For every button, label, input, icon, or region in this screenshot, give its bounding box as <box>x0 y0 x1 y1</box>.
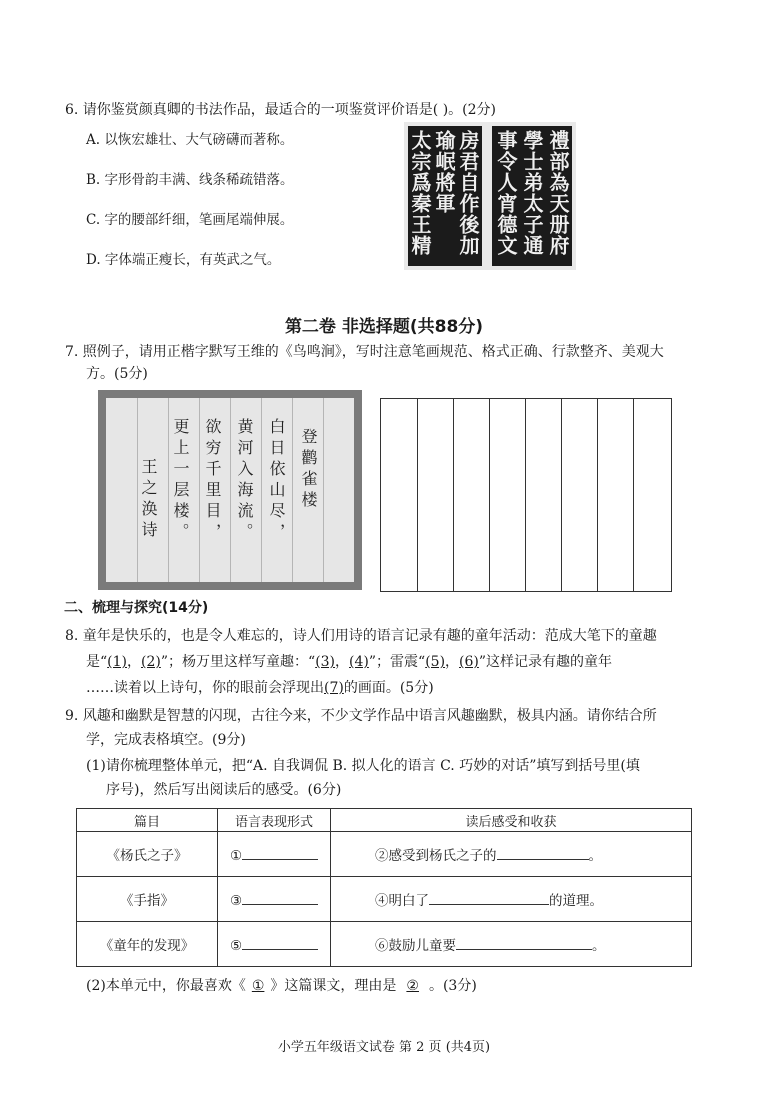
q6-option-b: B. 字形骨韵丰满、线条稀疏错落。 <box>86 172 294 188</box>
q9-sub1-line1: (1)请你梳理整体单元，把“A. 自我调侃 B. 拟人化的语言 C. 巧妙的对话”填写到括号里(填 <box>86 758 640 774</box>
poem-line: 更上一层楼。 <box>171 418 190 544</box>
blank-fav-lesson[interactable]: ① <box>251 978 265 994</box>
q8-line1: 8. 童年是快乐的，也是令人难忘的，诗人们用诗的语言记录有趣的童年活动：范成大笔下的童趣 <box>65 628 657 644</box>
blank-6[interactable]: (6) <box>459 654 479 670</box>
q9-line1: 9. 风趣和幽默是智慧的闪现，古往今来，不少文学作品中语言风趣幽默，极具内涵。请你结合所 <box>65 708 657 724</box>
part2-heading: 二、梳理与探究(14分) <box>64 600 209 616</box>
summary-table <box>76 808 692 967</box>
poem-line: 黄河入海流。 <box>235 418 254 544</box>
poem-line: 白日依山尽， <box>267 418 286 544</box>
blank-1[interactable]: (1) <box>107 654 128 670</box>
poem-board <box>106 398 354 582</box>
q8-line3: ……读着以上诗句，你的眼前会浮现出(7)的画面。(5分) <box>86 680 434 696</box>
blank-7[interactable]: (7) <box>324 680 344 696</box>
calligraphy-col: 房君自作後加 <box>456 130 480 256</box>
poem-author: 王之涣诗 <box>139 458 158 542</box>
calligraphy-col: 瑜岷將軍 <box>432 130 456 214</box>
blank-3[interactable]: (3) <box>315 654 336 670</box>
blank-reason[interactable]: ② <box>406 978 419 994</box>
calligraphy-col: 事令人宵德文 <box>494 130 518 256</box>
table-row: 《手指》 ③ ④明白了 的道理。 <box>77 877 692 922</box>
writing-grid[interactable] <box>380 398 672 592</box>
example-poem-image <box>98 390 362 590</box>
table-header: 篇目 <box>77 809 218 832</box>
q6-option-d: D. 字体端正瘦长，有英武之气。 <box>86 252 281 268</box>
q6-option-a: A. 以恢宏雄壮、大气磅礴而著称。 <box>86 132 294 148</box>
calligraphy-col: 太宗爲秦王精 <box>408 130 432 256</box>
poem-title: 登鹳雀楼 <box>299 428 318 512</box>
q9-sub2: (2)本单元中，你最喜欢《 ① 》这篇课文，理由是 ② 。(3分) <box>86 978 477 994</box>
q7-line2: 方。(5分) <box>86 366 148 382</box>
calligraphy-image <box>404 122 576 270</box>
blank-5[interactable]: (5) <box>425 654 446 670</box>
blank-2[interactable]: (2) <box>141 654 161 670</box>
table-header: 语言表现形式 <box>218 809 331 832</box>
page-footer: 小学五年级语文试卷 第 2 页 (共4页) <box>277 1040 491 1055</box>
q6-option-c: C. 字的腰部纤细，笔画尾端伸展。 <box>86 212 294 228</box>
table-row: 《杨氏之子》 ① ②感受到杨氏之子的 。 <box>77 832 692 877</box>
calligraphy-col: 禮部為天册府 <box>546 130 570 256</box>
q8-line2: 是“(1)，(2)”；杨万里这样写童趣：“(3)，(4)”；雷震“(5)，(6)”这样记录有趣的童年 <box>86 654 613 670</box>
q7-line1: 7. 照例子，请用正楷字默写王维的《鸟鸣涧》，写时注意笔画规范、格式正确、行款整齐、美观大 <box>65 344 664 360</box>
q9-line2: 学，完成表格填空。(9分) <box>86 732 246 748</box>
blank-4[interactable]: (4) <box>349 654 369 670</box>
section-title: 第二卷 非选择题(共88分) <box>284 317 484 337</box>
table-row: 《童年的发现》 ⑤ ⑥鼓励儿童要 。 <box>77 922 692 967</box>
q6-stem: 6. 请你鉴赏颜真卿的书法作品，最适合的一项鉴赏评价语是( )。(2分) <box>65 102 497 118</box>
q9-sub1-line2: 序号)，然后写出阅读后的感受。(6分) <box>106 782 342 798</box>
poem-line: 欲穷千里目， <box>203 418 222 544</box>
table-header: 读后感受和收获 <box>331 809 692 832</box>
calligraphy-col: 學士弟太子通 <box>520 130 544 256</box>
